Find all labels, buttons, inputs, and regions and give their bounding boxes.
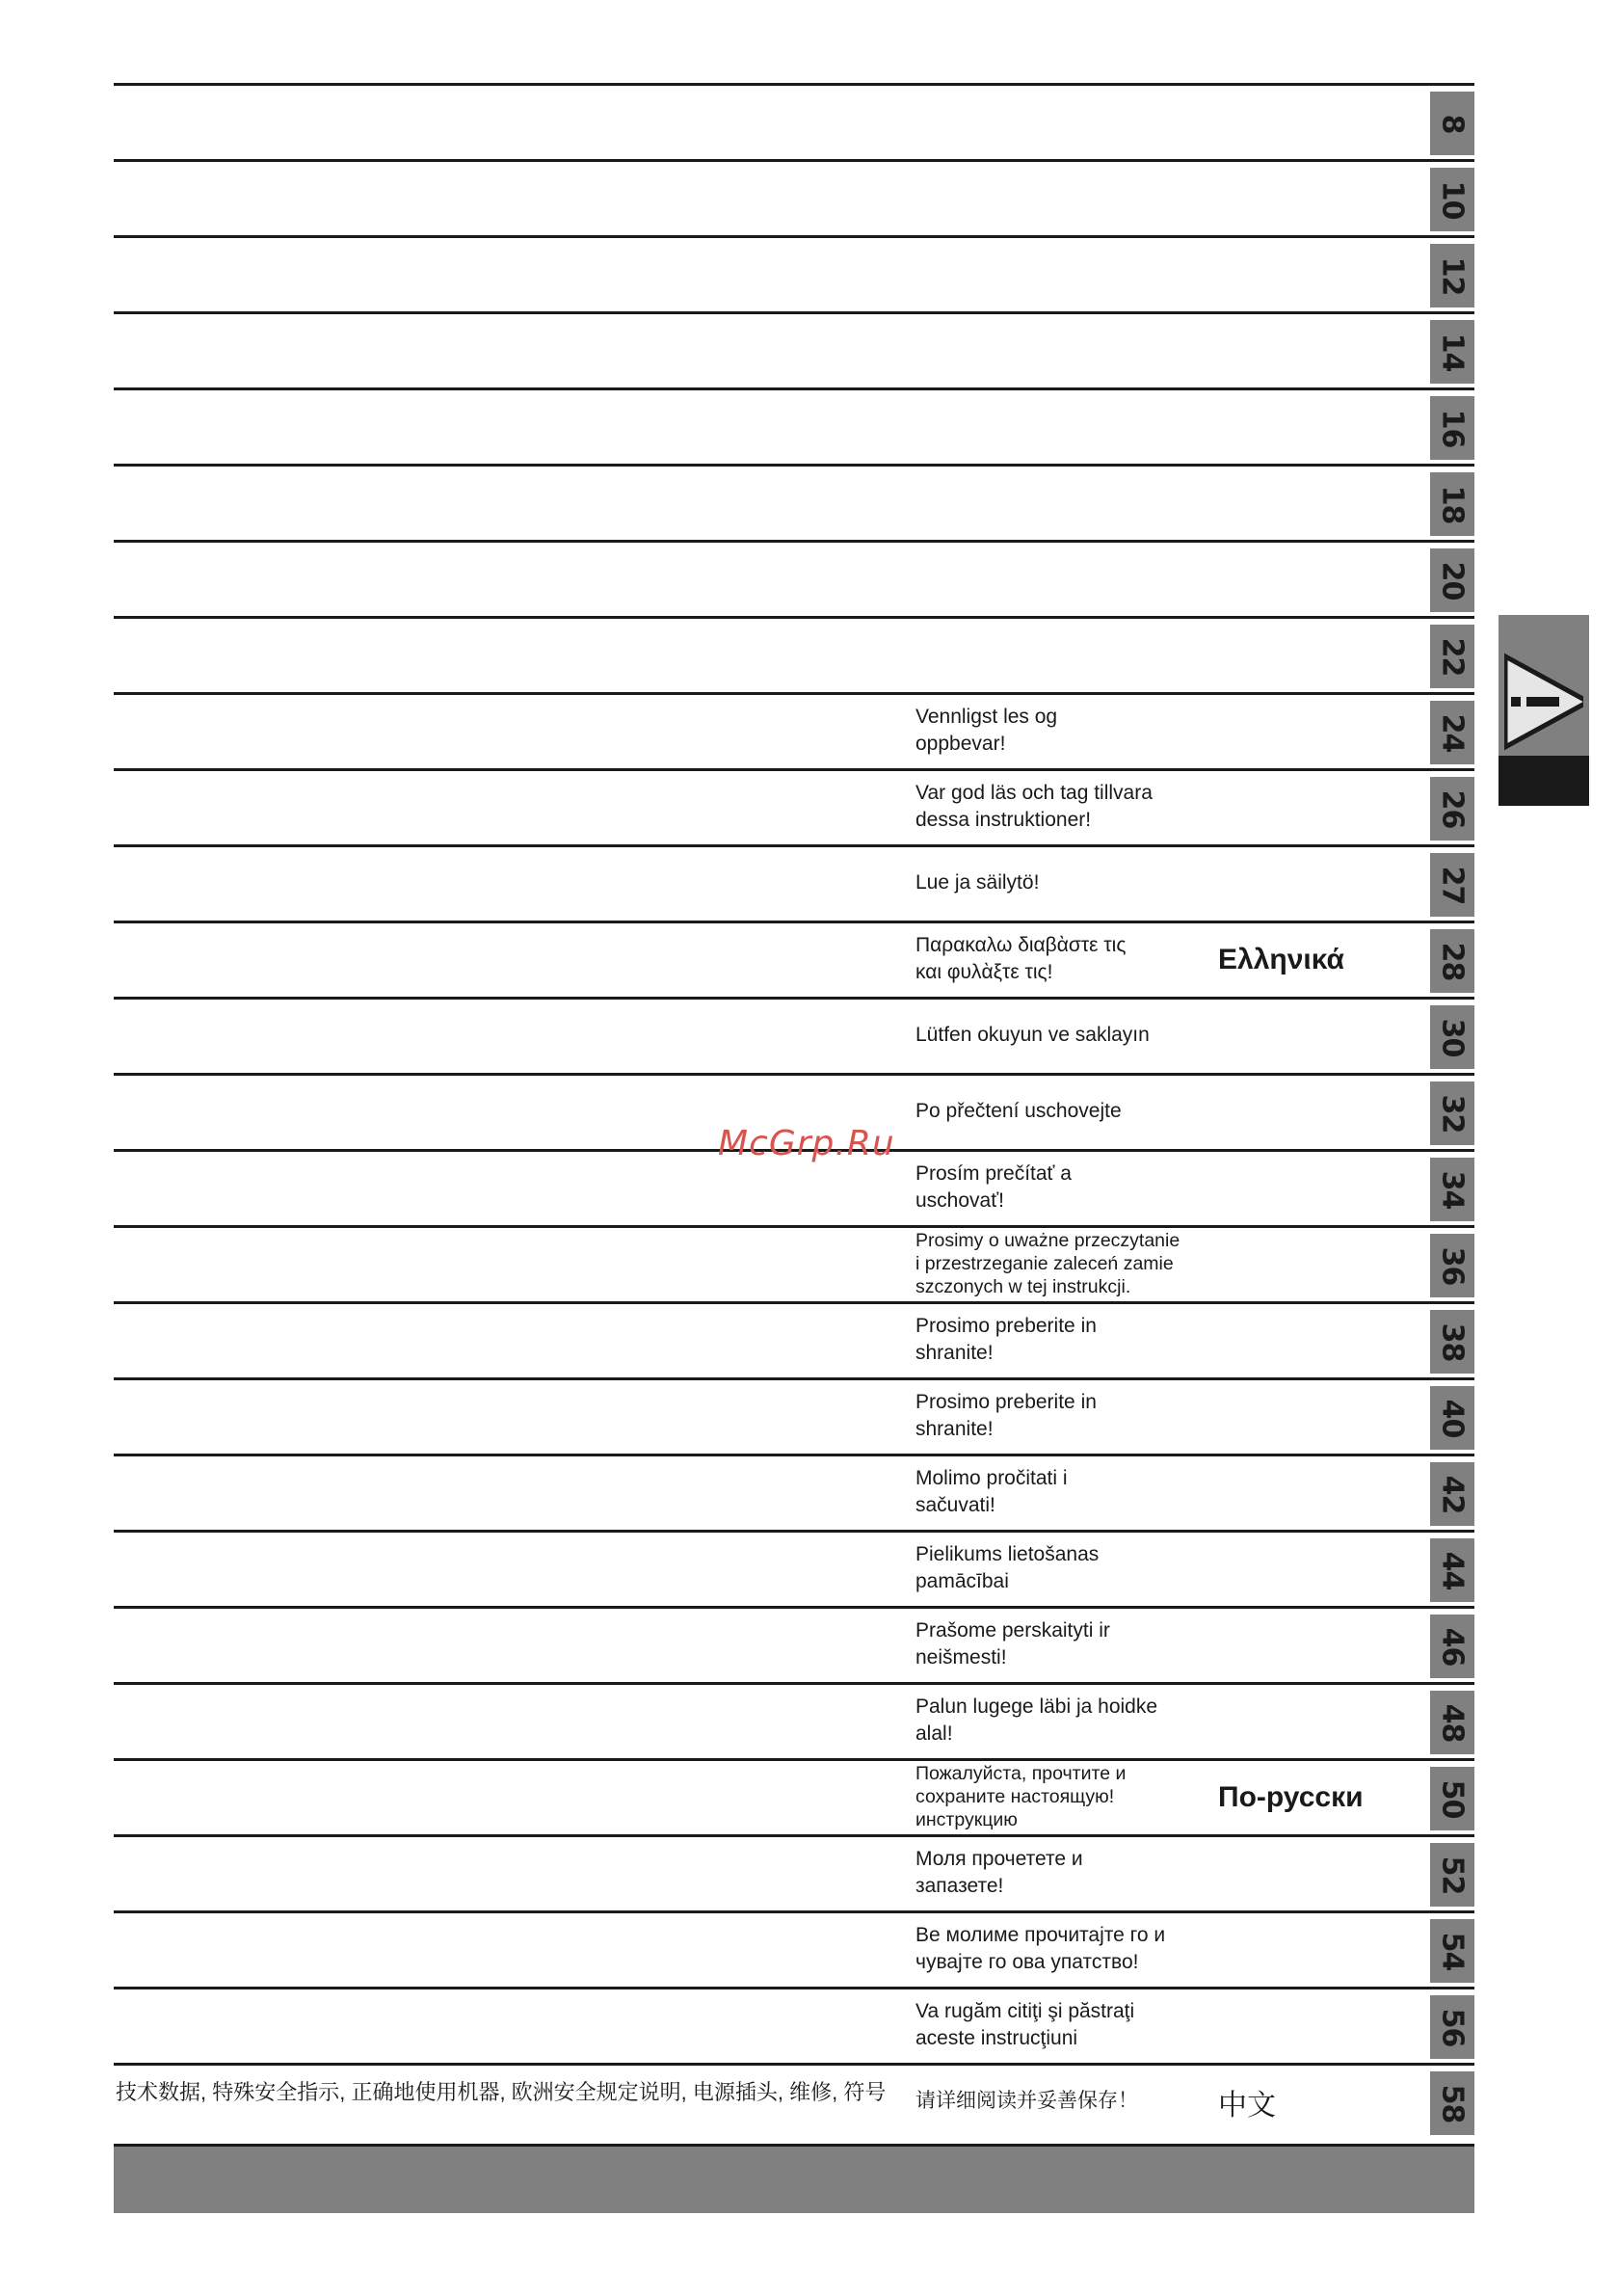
toc-row-note: 请详细阅读并妥善保存！ <box>915 2090 1138 2112</box>
page-number-tab[interactable] <box>1430 777 1474 841</box>
page-number: 18 <box>1435 485 1470 523</box>
page-number-tab[interactable] <box>1430 1691 1474 1754</box>
page-number-tab[interactable] <box>1430 929 1474 993</box>
page-number-tab[interactable] <box>1430 472 1474 536</box>
page-number: 22 <box>1435 637 1470 676</box>
toc-row-note: Prosimy o uważne przeczytanie i przestrzeganie zaleceń zamie szczonych w tej instrukcji. <box>915 1230 1180 1297</box>
page-number-tab[interactable] <box>1430 548 1474 612</box>
toc-row[interactable] <box>114 311 1474 387</box>
page-number-tab[interactable] <box>1430 2071 1474 2135</box>
page-number: 36 <box>1435 1246 1470 1285</box>
toc-row-note: Пожалуйста, прочтите и сохраните настоящую! инструкцию <box>915 1763 1127 1830</box>
page-number-tab[interactable] <box>1430 1615 1474 1678</box>
page-number: 38 <box>1435 1322 1470 1361</box>
warning-tab <box>1499 615 1589 806</box>
page-number: 20 <box>1435 561 1470 600</box>
toc-row-note: Lue ja säilytö! <box>915 871 1040 894</box>
page-number: 30 <box>1435 1018 1470 1056</box>
page-number: 40 <box>1435 1399 1470 1437</box>
page-number: 34 <box>1435 1170 1470 1209</box>
page-number: 16 <box>1435 409 1470 447</box>
page-number: 42 <box>1435 1475 1470 1513</box>
toc-row[interactable] <box>114 387 1474 464</box>
toc-row[interactable] <box>114 2063 1474 2139</box>
toc-row[interactable] <box>114 844 1474 921</box>
toc-row[interactable] <box>114 1606 1474 1682</box>
page-number: 46 <box>1435 1627 1470 1666</box>
page-number: 52 <box>1435 1855 1470 1894</box>
toc-row-note: Ве молиме прочитајте го и чувајте го ова упатство! <box>915 1924 1166 1973</box>
toc-row[interactable] <box>114 768 1474 844</box>
page-number: 24 <box>1435 713 1470 752</box>
page-number: 32 <box>1435 1094 1470 1133</box>
toc-row[interactable] <box>114 235 1474 311</box>
warning-tab-footer <box>1499 756 1589 806</box>
page-number-tab[interactable] <box>1430 625 1474 688</box>
page-number-tab[interactable] <box>1430 320 1474 384</box>
toc-row[interactable] <box>114 1758 1474 1834</box>
page-number: 44 <box>1435 1551 1470 1589</box>
page-number-tab[interactable] <box>1430 1462 1474 1526</box>
toc-row[interactable] <box>114 692 1474 768</box>
toc-row[interactable] <box>114 1301 1474 1377</box>
page-number-tab[interactable] <box>1430 1843 1474 1907</box>
toc-row[interactable] <box>114 1682 1474 1758</box>
page-number: 28 <box>1435 942 1470 980</box>
toc-row[interactable] <box>114 997 1474 1073</box>
page-number-tab[interactable] <box>1430 853 1474 917</box>
toc-row[interactable] <box>114 83 1474 159</box>
toc-row-note: Vennligst les og oppbevar! <box>915 706 1058 755</box>
toc-row-note: Prašome perskaityti ir neišmesti! <box>915 1619 1110 1669</box>
page-number: 58 <box>1435 2084 1470 2122</box>
page-number-tab[interactable] <box>1430 1081 1474 1145</box>
toc-row[interactable] <box>114 159 1474 235</box>
toc-row[interactable] <box>114 616 1474 692</box>
toc-row-language: По-русски <box>1218 1781 1364 1813</box>
page-number: 12 <box>1435 256 1470 295</box>
toc-row-note: Prosimo preberite in shranite! <box>915 1391 1097 1440</box>
page-number-tab[interactable] <box>1430 701 1474 764</box>
toc-row[interactable] <box>114 540 1474 616</box>
toc-row-note: Va rugăm citiţi şi păstraţi aceste instrucţiuni <box>915 2000 1135 2049</box>
toc-row[interactable] <box>114 1530 1474 1606</box>
page-number: 50 <box>1435 1779 1470 1818</box>
toc-row[interactable] <box>114 1377 1474 1454</box>
page-number-tab[interactable] <box>1430 396 1474 460</box>
bottom-bar <box>114 2144 1474 2213</box>
toc-row-note: Παρακαλω διαβὰστε τις και φυλὰξτε τις! <box>915 934 1127 983</box>
page-number-tab[interactable] <box>1430 92 1474 155</box>
page-number-tab[interactable] <box>1430 244 1474 307</box>
page-number: 48 <box>1435 1703 1470 1742</box>
page-number-tab[interactable] <box>1430 1310 1474 1374</box>
toc-row-note: Po přečtení uschovejte <box>915 1100 1122 1122</box>
toc-row-description: 技术数据, 特殊安全指示, 正确地使用机器, 欧洲安全规定说明, 电源插头, 维修, 符号 <box>116 2080 887 2104</box>
page-number-tab[interactable] <box>1430 1538 1474 1602</box>
page-number: 54 <box>1435 1932 1470 1970</box>
toc-row-note: Molimo pročitati i sačuvati! <box>915 1467 1068 1516</box>
toc-row-note: Prosimo preberite in shranite! <box>915 1315 1097 1364</box>
page-number-tab[interactable] <box>1430 168 1474 231</box>
toc-row-note: Pielikums lietošanas pamācībai <box>915 1543 1100 1592</box>
page-number: 10 <box>1435 180 1470 219</box>
toc-row[interactable] <box>114 1834 1474 1910</box>
toc-row-language: 中文 <box>1218 2090 1276 2122</box>
toc-row-note: Lütfen okuyun ve saklayın <box>915 1024 1150 1046</box>
page-number-tab[interactable] <box>1430 1158 1474 1221</box>
toc-row-note: Palun lugege läbi ja hoidke alal! <box>915 1695 1158 1745</box>
page-number-tab[interactable] <box>1430 1234 1474 1297</box>
page-number: 56 <box>1435 2008 1470 2046</box>
toc-row-note: Prosím prečítať a uschovať! <box>915 1162 1072 1212</box>
page-number-tab[interactable] <box>1430 1767 1474 1830</box>
page-number-tab[interactable] <box>1430 1005 1474 1069</box>
toc-row-note: Var god läs och tag tillvara dessa instruktioner! <box>915 782 1153 831</box>
page-number: 14 <box>1435 333 1470 371</box>
toc-row[interactable] <box>114 1225 1474 1301</box>
page-number-tab[interactable] <box>1430 1919 1474 1983</box>
warning-triangle-icon <box>1504 644 1583 760</box>
page-number: 26 <box>1435 789 1470 828</box>
toc-row-language: Ελληνικά <box>1218 944 1344 975</box>
toc-row[interactable] <box>114 921 1474 997</box>
toc-row[interactable] <box>114 1454 1474 1530</box>
toc-row[interactable] <box>114 464 1474 540</box>
page-number: 27 <box>1435 866 1470 904</box>
watermark: McGrp.Ru <box>718 1124 895 1163</box>
page-number-tab[interactable] <box>1430 1995 1474 2059</box>
page-number-tab[interactable] <box>1430 1386 1474 1450</box>
toc-row[interactable] <box>114 1987 1474 2063</box>
toc-row[interactable] <box>114 1910 1474 1987</box>
page-number: 8 <box>1435 114 1470 133</box>
toc-row-note: Моля прочетете и запазете! <box>915 1848 1083 1897</box>
